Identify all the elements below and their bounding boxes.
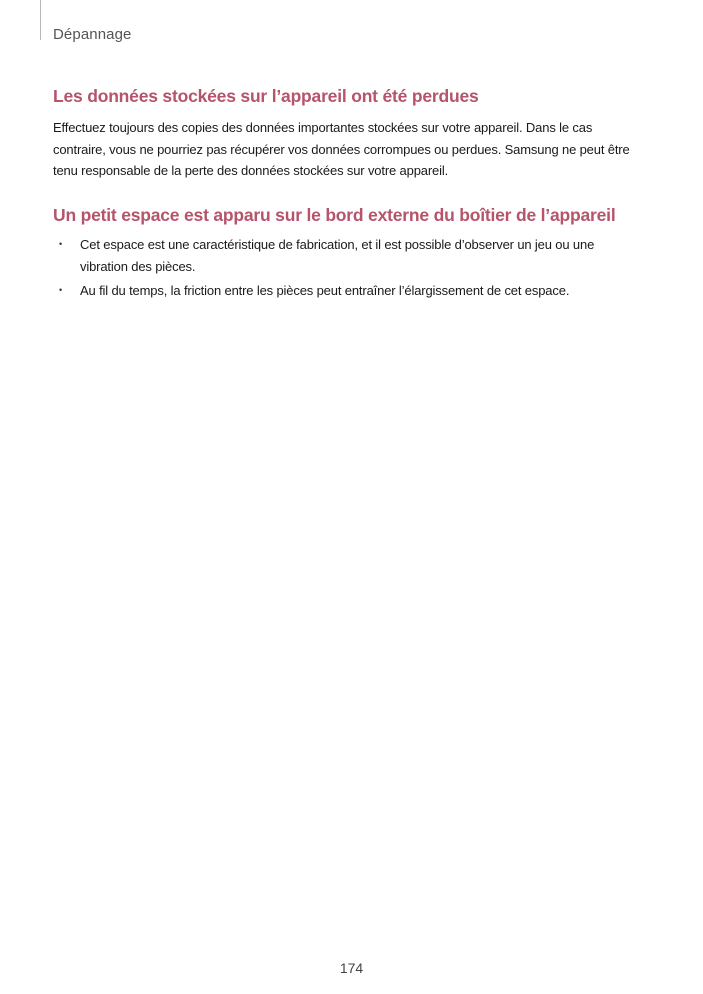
page-number: 174	[339, 960, 364, 976]
section-title: Un petit espace est apparu sur le bord externe du boîtier de l’appareil	[53, 205, 616, 225]
header-divider	[40, 0, 41, 40]
section-title: Les données stockées sur l’appareil ont été perdues	[53, 86, 479, 106]
bullet-dot-icon: •	[59, 285, 63, 295]
list-item-text: Au fil du temps, la friction entre les pièces peut entraîner l’élargissement de cet espace.	[80, 283, 570, 298]
list-item-text: Cet espace est une caractéristique de fabrication, et il est possible d’observer un jeu ou une vibration des pièces.	[80, 237, 595, 274]
list-item	[53, 234, 643, 277]
section-body: Effectuez toujours des copies des données importantes stockées sur votre appareil. Dans le cas contraire, vous ne pourriez pas récupérer vos données corrompues ou perdues. Samsung ne peut être tenu responsable de la perte des données stockées sur votre appareil.	[53, 120, 630, 178]
list-item	[53, 280, 643, 302]
page-header-title: Dépannage	[53, 26, 132, 43]
section-data-lost	[53, 85, 643, 182]
section-case-gap	[53, 204, 643, 305]
bullet-dot-icon: •	[59, 239, 63, 249]
bullet-list	[53, 234, 643, 302]
